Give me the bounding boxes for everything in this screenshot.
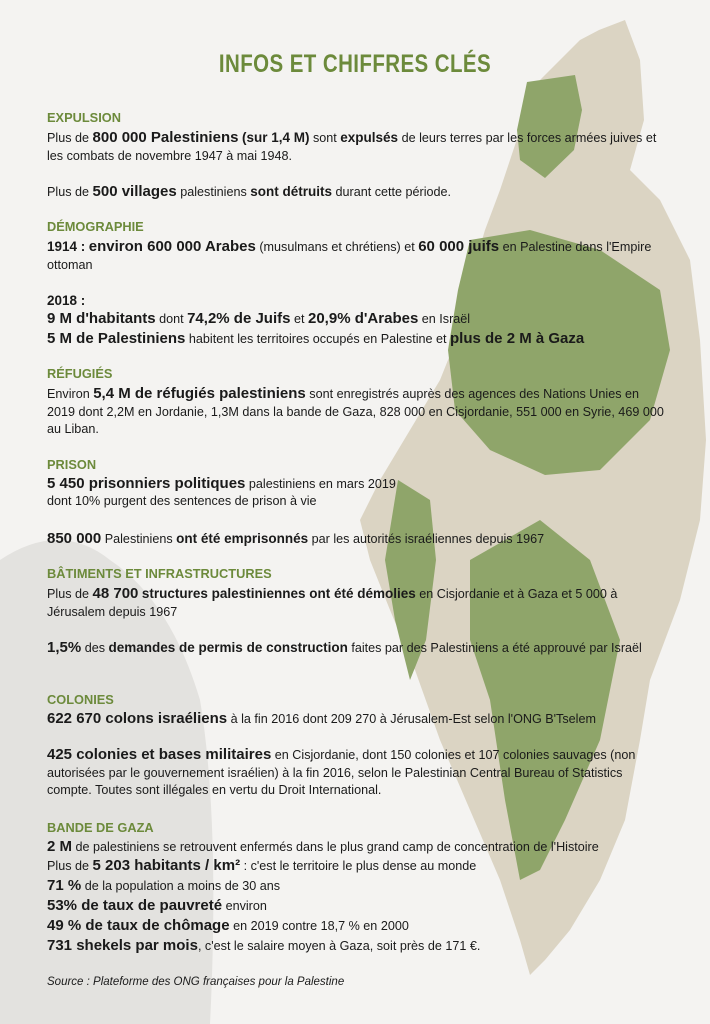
section-heading-batiments: BÂTIMENTS ET INFRASTRUCTURES xyxy=(47,566,272,581)
section-heading-demographie: DÉMOGRAPHIE xyxy=(47,219,144,234)
paragraph-prison-3: 850 000 Palestiniens ont été emprisonnés par les autorités israéliennes depuis 1967 xyxy=(47,530,545,547)
paragraph-colonies-1: 622 670 colons israéliens à la fin 2016 dont 209 270 à Jérusalem-Est selon l'ONG B'Tselem xyxy=(47,710,596,727)
page-title: INFOS ET CHIFFRES CLÉS xyxy=(218,50,492,78)
paragraph-prison-1: 5 450 prisonniers politiques palestiniens en mars 2019 xyxy=(47,475,396,492)
paragraph-demographie-palestine: 5 M de Palestiniens habitent les territoires occupés en Palestine et plus de 2 M à Gaza xyxy=(47,330,585,347)
paragraph-gaza-3: 71 % de la population a moins de 30 ans xyxy=(47,877,281,894)
section-heading-prison: PRISON xyxy=(47,457,97,472)
paragraph-gaza-2: Plus de 5 203 habitants / km² : c'est le territoire le plus dense au monde xyxy=(47,857,477,874)
section-heading-colonies: COLONIES xyxy=(47,692,114,707)
paragraph-batiments-2: 1,5% des demandes de permis de construction faites par des Palestiniens a été approuvé par Israël xyxy=(47,639,642,656)
paragraph-gaza-1: 2 M de palestiniens se retrouvent enfermés dans le plus grand camp de concentration de l'Histoire xyxy=(47,838,599,855)
source-note: Source : Plateforme des ONG françaises pour la Palestine xyxy=(47,976,345,988)
paragraph-demographie-1914: 1914 : environ 600 000 Arabes (musulmans et chrétiens) et 60 000 juifs en Palestine dans l'Empire ottoman xyxy=(47,238,652,272)
paragraph-refugies: Environ 5,4 M de réfugiés palestiniens sont enregistrés auprès des agences des Nations Unies en 2019 dont 2,2M en Jordanie, 1,3M dans la bande de Gaza, 828 000 en Cisjordanie, 551 000 en Syrie, 469 000 au Liban. xyxy=(47,385,664,436)
paragraph-demographie-israel: 9 M d'habitants dont 74,2% de Juifs et 20,9% d'Arabes en Israël xyxy=(47,310,471,327)
paragraph-batiments-1: Plus de 48 700 structures palestiniennes ont été démolies en Cisjordanie et à Gaza et 5 000 à Jérusalem depuis 1967 xyxy=(47,585,618,619)
section-heading-refugies: RÉFUGIÉS xyxy=(47,366,113,381)
paragraph-expulsion-2: Plus de 500 villages palestiniens sont détruits durant cette période. xyxy=(47,183,452,200)
section-heading-gaza: BANDE DE GAZA xyxy=(47,820,154,835)
paragraph-gaza-4: 53% de taux de pauvreté environ xyxy=(47,897,267,914)
paragraph-gaza-6: 731 shekels par mois, c'est le salaire moyen à Gaza, soit près de 171 €. xyxy=(47,937,481,954)
paragraph-gaza-5: 49 % de taux de chômage en 2019 contre 18,7 % en 2000 xyxy=(47,917,409,934)
paragraph-expulsion-1: Plus de 800 000 Palestiniens (sur 1,4 M) sont expulsés de leurs terres par les forces armées juives et les combats de novembre 1947 à mai 1948. xyxy=(47,129,657,163)
paragraph-demographie-2018-label: 2018 : xyxy=(47,293,86,308)
section-heading-expulsion: EXPULSION xyxy=(47,110,121,125)
paragraph-prison-2: dont 10% purgent des sentences de prison à vie xyxy=(47,494,317,508)
paragraph-colonies-2: 425 colonies et bases militaires en Cisjordanie, dont 150 colonies et 107 colonies sauvages (non autorisées par le gouvernement israélien) à la fin 2016, selon le Palestinian Central Bureau of Statistics compte. Toutes sont illégales en vertu du Droit International. xyxy=(47,746,636,797)
